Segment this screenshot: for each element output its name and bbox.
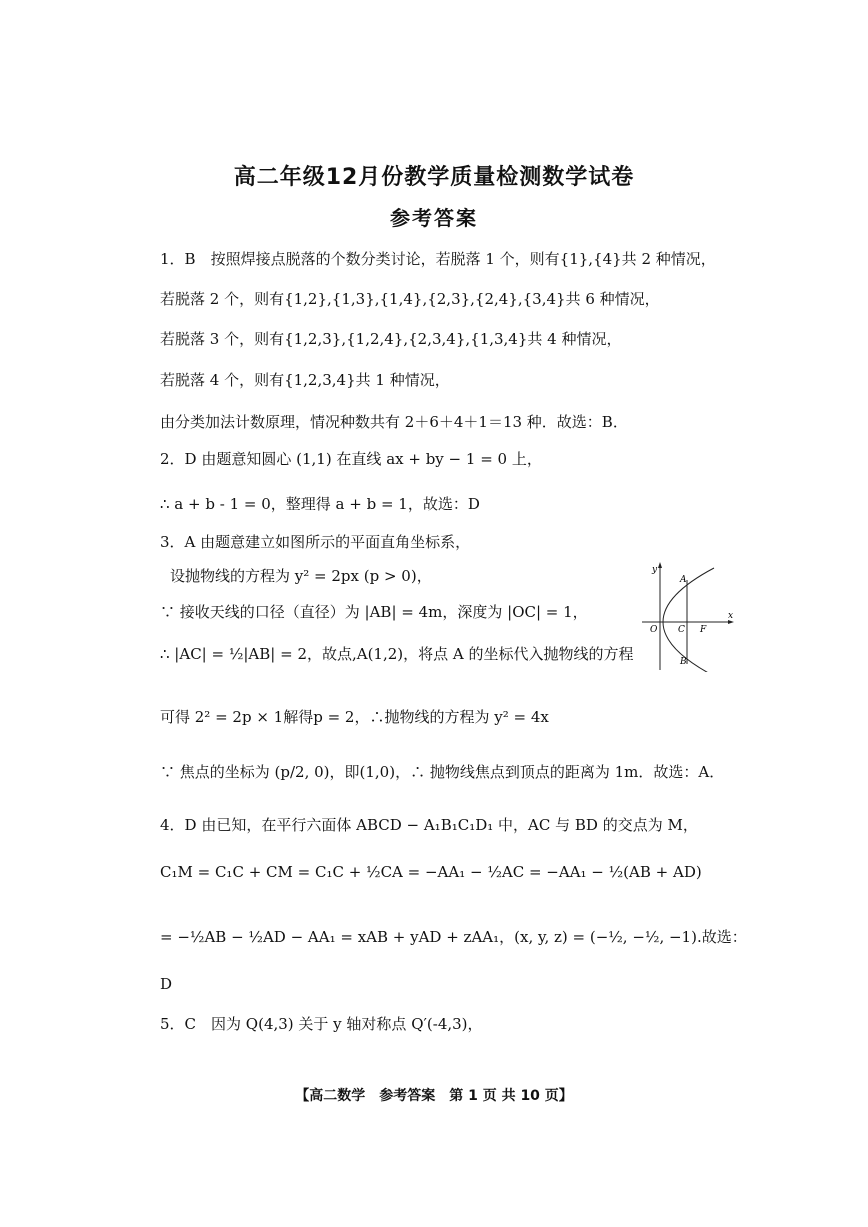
page-footer: 【高二数学 参考答案 第 1 页 共 10 页】 — [295, 1088, 573, 1104]
label-a: A — [680, 575, 687, 585]
answer-line: 1．B 按照焊接点脱落的个数分类讨论，若脱落 1 个，则有{1},{4}共 2 种情况， — [160, 250, 716, 268]
answer-line: 若脱落 2 个，则有{1,2},{1,3},{1,4},{2,3},{2,4},{3,4}共 6 种情况， — [160, 290, 660, 308]
page-title: 高二年级12月份教学质量检测数学试卷 — [233, 165, 635, 190]
answer-line: ∴ |AC| = ½|AB| = 2，故点,A(1,2)，将点 A 的坐标代入抛物线的方程 — [160, 645, 634, 663]
answer-line: ∵ 焦点的坐标为 (p/2, 0)，即(1,0)，∴ 抛物线焦点到顶点的距离为 1m．故选：A． — [160, 763, 725, 781]
parabola-figure — [640, 560, 736, 672]
label-b: B — [680, 657, 687, 667]
answer-line: 3．A 由题意建立如图所示的平面直角坐标系， — [160, 533, 471, 551]
answer-line: 若脱落 4 个，则有{1,2,3,4}共 1 种情况， — [160, 371, 450, 389]
answer-line: ∵ 接收天线的口径（直径）为 |AB| = 4m，深度为 |OC| = 1， — [160, 603, 588, 621]
answer-line: 4．D 由已知，在平行六面体 ABCD − A₁B₁C₁D₁ 中，AC 与 BD 的交点为 M， — [160, 816, 698, 834]
answer-line: 由分类加法计数原理，情况种数共有 2＋6＋4＋1＝13 种．故选：B． — [160, 413, 628, 431]
answer-line: D — [160, 975, 173, 993]
label-x: x — [728, 611, 734, 621]
answer-line: 5．C 因为 Q(4,3) 关于 y 轴对称点 Q′(-4,3)， — [160, 1015, 483, 1033]
answer-line: = −½AB − ½AD − AA₁ = xAB + yAD + zAA₁，(x, y, z) = (−½, −½, −1).故选： — [160, 928, 747, 946]
answer-line: 若脱落 3 个，则有{1,2,3},{1,2,4},{2,3,4},{1,3,4}共 4 种情况， — [160, 330, 622, 348]
label-o: O — [650, 625, 658, 635]
page-subtitle: 参考答案 — [390, 206, 478, 230]
answer-line: 设抛物线的方程为 y² = 2px (p > 0)， — [170, 567, 432, 585]
label-y: y — [652, 565, 658, 575]
answer-line: C₁M = C₁C + CM = C₁C + ½CA = −AA₁ − ½AC = −AA₁ − ½(AB + AD) — [160, 863, 702, 881]
parabola-curve — [663, 568, 714, 672]
answer-line: 2．D 由题意知圆心 (1,1) 在直线 ax + by − 1 = 0 上， — [160, 450, 542, 468]
answer-line: 可得 2² = 2p × 1解得p = 2，∴抛物线的方程为 y² = 4x — [160, 708, 549, 726]
label-f: F — [700, 625, 707, 635]
y-arrow — [658, 562, 662, 568]
answer-line: ∴ a + b - 1 = 0，整理得 a + b = 1，故选：D — [160, 495, 480, 513]
label-c: C — [678, 625, 685, 635]
